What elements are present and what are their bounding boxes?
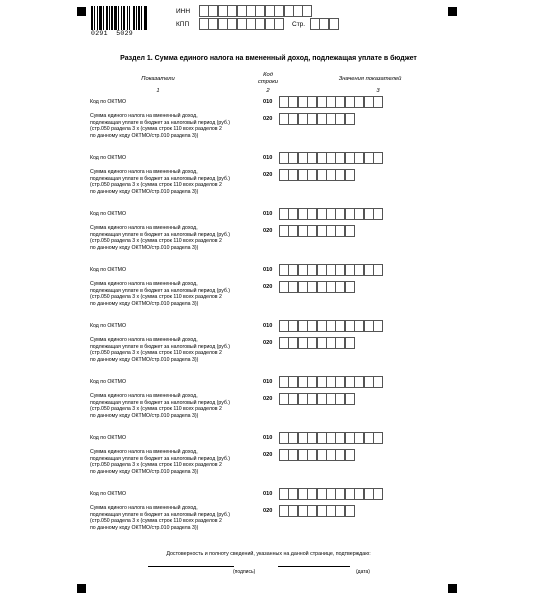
tax-sum-cell[interactable]: [345, 113, 355, 125]
barcode-bar: [127, 6, 128, 30]
oktmo-code-field[interactable]: [279, 208, 382, 220]
inn-label: ИНН: [176, 8, 191, 15]
description-line: подлежащая уплате в бюджет за налоговый период (руб.): [90, 399, 231, 406]
tax-sum-cell[interactable]: [345, 169, 355, 181]
description-line: Сумма единого налога на вмененный доход,: [90, 393, 198, 399]
oktmo-code-cell[interactable]: [373, 96, 383, 108]
barcode-bar: [144, 6, 147, 30]
line-code-020: 020: [263, 452, 273, 458]
description-line: по данному коду ОКТМО/стр.010 раздела 3)): [90, 412, 199, 419]
oktmo-code-cell[interactable]: [373, 376, 383, 388]
oktmo-label: Код по ОКТМО: [90, 435, 126, 441]
barcode-bar: [118, 6, 119, 30]
description-line: (стр.050 раздела 3 х (сумма строк 110 всех разделов 2: [90, 126, 222, 133]
oktmo-code-cell[interactable]: [373, 320, 383, 332]
oktmo-code-field[interactable]: [279, 96, 382, 108]
date-label: (дата): [356, 569, 370, 575]
oktmo-code-cell[interactable]: [373, 264, 383, 276]
line-code-010: 010: [263, 211, 273, 217]
description-line: Сумма единого налога на вмененный доход,: [90, 113, 198, 119]
oktmo-code-field[interactable]: [279, 376, 382, 388]
tax-sum-description: [90, 169, 255, 195]
inn-cell[interactable]: [302, 5, 312, 17]
line-code-010: 010: [263, 155, 273, 161]
tax-sum-cell[interactable]: [345, 225, 355, 237]
tax-sum-cell[interactable]: [345, 505, 355, 517]
tax-sum-description: [90, 113, 255, 139]
description-line: (стр.050 раздела 3 х (сумма строк 110 всех разделов 2: [90, 462, 222, 469]
line-code-020: 020: [263, 340, 273, 346]
page-label: Стр.: [292, 21, 306, 28]
line-code-010: 010: [263, 491, 273, 497]
line-code-020: 020: [263, 284, 273, 290]
description-line: по данному коду ОКТМО/стр.010 раздела 3)): [90, 468, 199, 475]
oktmo-code-cell[interactable]: [373, 152, 383, 164]
signature-line[interactable]: [148, 566, 234, 567]
oktmo-code-field[interactable]: [279, 488, 382, 500]
barcode-bar: [109, 6, 110, 30]
description-line: Сумма единого налога на вмененный доход,: [90, 225, 198, 231]
barcode-bar: [123, 6, 125, 30]
description-line: Сумма единого налога на вмененный доход,: [90, 281, 198, 287]
oktmo-code-field[interactable]: [279, 320, 382, 332]
kpp-field[interactable]: [199, 18, 284, 30]
tax-sum-field[interactable]: [279, 225, 354, 237]
registration-marker-top-right: [448, 7, 457, 16]
oktmo-label: Код по ОКТМО: [90, 155, 126, 161]
description-line: (стр.050 раздела 3 х (сумма строк 110 всех разделов 2: [90, 294, 222, 301]
line-code-010: 010: [263, 379, 273, 385]
barcode-bar: [138, 6, 140, 30]
description-line: подлежащая уплате в бюджет за налоговый период (руб.): [90, 511, 231, 518]
barcode-bar: [97, 6, 98, 30]
oktmo-code-cell[interactable]: [373, 488, 383, 500]
line-code-020: 020: [263, 396, 273, 402]
barcode-bar: [103, 6, 104, 30]
description-line: Сумма единого налога на вмененный доход,: [90, 505, 198, 511]
oktmo-code-field[interactable]: [279, 264, 382, 276]
barcode-bar: [133, 6, 135, 30]
tax-sum-field[interactable]: [279, 449, 354, 461]
barcode-bar: [99, 6, 102, 30]
tax-sum-description: [90, 337, 255, 363]
line-code-010: 010: [263, 267, 273, 273]
barcode-bar: [111, 6, 113, 30]
line-code-020: 020: [263, 116, 273, 122]
line-code-020: 020: [263, 508, 273, 514]
tax-sum-cell[interactable]: [345, 337, 355, 349]
oktmo-label: Код по ОКТМО: [90, 379, 126, 385]
tax-sum-cell[interactable]: [345, 281, 355, 293]
tax-sum-description: [90, 225, 255, 251]
oktmo-code-field[interactable]: [279, 432, 382, 444]
registration-marker-bottom-left: [77, 584, 86, 593]
description-line: Сумма единого налога на вмененный доход,: [90, 169, 198, 175]
tax-sum-field[interactable]: [279, 505, 354, 517]
barcode-image: [91, 6, 153, 30]
oktmo-code-cell[interactable]: [373, 208, 383, 220]
registration-marker-bottom-right: [448, 584, 457, 593]
line-code-010: 010: [263, 99, 273, 105]
column-number-2: 2: [266, 88, 270, 94]
barcode-bar: [141, 6, 142, 30]
description-line: (стр.050 раздела 3 х (сумма строк 110 всех разделов 2: [90, 518, 222, 525]
barcode-bar: [94, 6, 95, 30]
description-line: подлежащая уплате в бюджет за налоговый период (руб.): [90, 455, 231, 462]
description-line: по данному коду ОКТМО/стр.010 раздела 3)): [90, 244, 199, 251]
barcode-number: 0291 5029: [91, 30, 134, 37]
line-code-010: 010: [263, 323, 273, 329]
description-line: подлежащая уплате в бюджет за налоговый период (руб.): [90, 287, 231, 294]
page-number-field[interactable]: [310, 18, 338, 30]
barcode-bar: [121, 6, 122, 30]
oktmo-code-field[interactable]: [279, 152, 382, 164]
tax-sum-description: [90, 505, 255, 531]
column-number-3: 3: [376, 88, 380, 94]
date-line[interactable]: [278, 566, 350, 567]
tax-sum-field[interactable]: [279, 337, 354, 349]
description-line: по данному коду ОКТМО/стр.010 раздела 3)): [90, 356, 199, 363]
tax-sum-cell[interactable]: [345, 393, 355, 405]
description-line: Сумма единого налога на вмененный доход,: [90, 449, 198, 455]
description-line: подлежащая уплате в бюджет за налоговый период (руб.): [90, 119, 231, 126]
kpp-cell[interactable]: [274, 18, 284, 30]
line-code-020: 020: [263, 228, 273, 234]
description-line: (стр.050 раздела 3 х (сумма строк 110 всех разделов 2: [90, 350, 222, 357]
tax-sum-field[interactable]: [279, 169, 354, 181]
column-number-1: 1: [156, 88, 160, 94]
description-line: подлежащая уплате в бюджет за налоговый период (руб.): [90, 343, 231, 350]
description-line: (стр.050 раздела 3 х (сумма строк 110 всех разделов 2: [90, 406, 222, 413]
oktmo-label: Код по ОКТМО: [90, 267, 126, 273]
signature-label: (подпись): [233, 569, 256, 575]
description-line: (стр.050 раздела 3 х (сумма строк 110 всех разделов 2: [90, 182, 222, 189]
kpp-label: КПП: [176, 21, 190, 28]
description-line: (стр.050 раздела 3 х (сумма строк 110 всех разделов 2: [90, 238, 222, 245]
oktmo-label: Код по ОКТМО: [90, 211, 126, 217]
confirmation-text: Достоверность и полноту сведений, указанных на данной странице, подтверждаю:: [166, 551, 371, 557]
registration-marker-top-left: [77, 7, 86, 16]
barcode-bar: [129, 6, 130, 30]
barcode-bar: [91, 6, 93, 30]
barcode-bar: [106, 6, 108, 30]
tax-sum-description: [90, 393, 255, 419]
oktmo-label: Код по ОКТМО: [90, 99, 126, 105]
description-line: по данному коду ОКТМО/стр.010 раздела 3)): [90, 300, 199, 307]
line-code-010: 010: [263, 435, 273, 441]
description-line: по данному коду ОКТМО/стр.010 раздела 3)): [90, 132, 199, 139]
description-line: по данному коду ОКТМО/стр.010 раздела 3)): [90, 524, 199, 531]
inn-field[interactable]: [199, 5, 312, 17]
column-header-values: Значения показателей: [338, 76, 402, 82]
tax-sum-cell[interactable]: [345, 449, 355, 461]
oktmo-code-cell[interactable]: [373, 432, 383, 444]
barcode-bar: [114, 6, 117, 30]
description-line: по данному коду ОКТМО/стр.010 раздела 3)): [90, 188, 199, 195]
column-header-line-code: Код строки: [257, 72, 279, 85]
tax-sum-description: [90, 449, 255, 475]
page-number-cell[interactable]: [329, 18, 339, 30]
tax-sum-field[interactable]: [279, 281, 354, 293]
description-line: Сумма единого налога на вмененный доход,: [90, 337, 198, 343]
section-title: Раздел 1. Сумма единого налога на вмененный доход, подлежащая уплате в бюджет: [120, 55, 417, 62]
tax-sum-description: [90, 281, 255, 307]
oktmo-label: Код по ОКТМО: [90, 491, 126, 497]
tax-sum-field[interactable]: [279, 113, 354, 125]
tax-sum-field[interactable]: [279, 393, 354, 405]
column-header-indicators: Показатели: [141, 76, 175, 82]
line-code-020: 020: [263, 172, 273, 178]
description-line: подлежащая уплате в бюджет за налоговый период (руб.): [90, 175, 231, 182]
oktmo-label: Код по ОКТМО: [90, 323, 126, 329]
barcode-bar: [136, 6, 137, 30]
description-line: подлежащая уплате в бюджет за налоговый период (руб.): [90, 231, 231, 238]
